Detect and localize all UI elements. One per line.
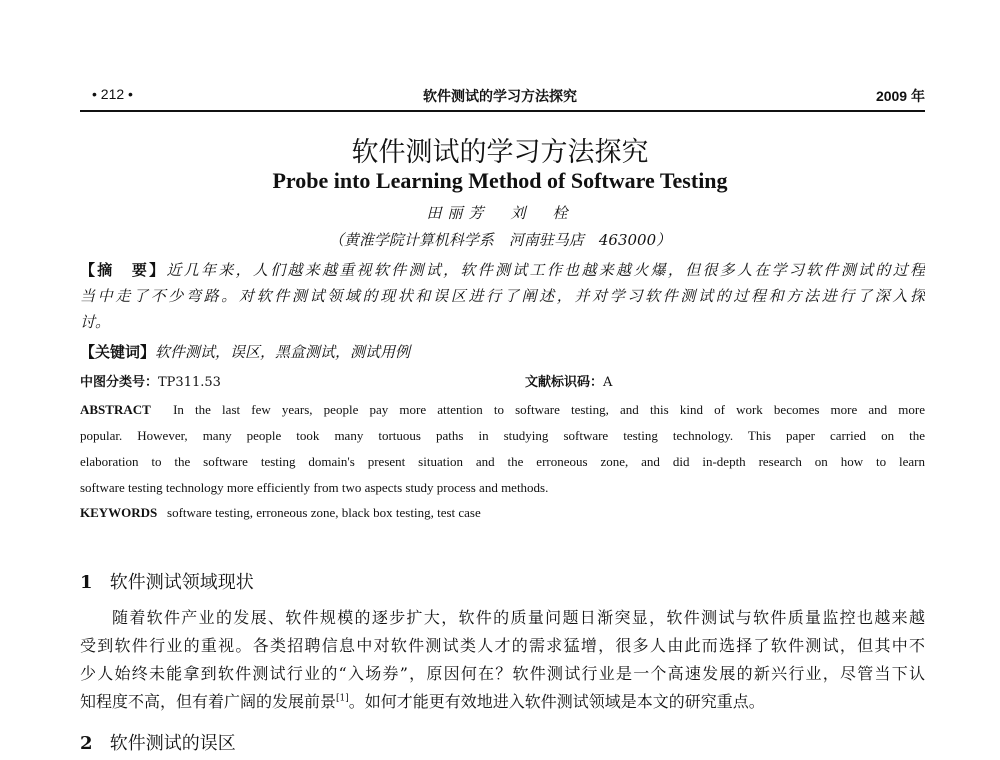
abstract-en-line: software testing technology more efficiently from two aspects study process and methods.: [80, 480, 549, 495]
clc-line: [80, 371, 925, 390]
doc-code-value: A: [603, 375, 613, 390]
keywords-cn-text: 软件测试，误区，黑盒测试，测试用例: [155, 343, 411, 361]
text: 知程度不高，但有着广阔的发展前景: [80, 692, 337, 711]
paragraph-line: [80, 689, 925, 712]
paragraph-line: 少人始终未能拿到软件测试行业的“入场券”，原因何在？软件测试行业是一个高速发展的新兴行业，尽管当下认: [80, 664, 925, 683]
authors: 田丽芳 刘 栓: [426, 204, 574, 222]
text: 。如何才能更有效地进入软件测试领域是本文的研究重点。: [348, 692, 765, 711]
page-number: • 212 •: [92, 86, 133, 102]
english-title: Probe into Learning Method of Software Testing: [272, 168, 728, 193]
keywords-cn-label: 【关键词】: [80, 343, 156, 361]
running-title: 软件测试的学习方法探究: [423, 88, 577, 104]
affiliation: （黄淮学院计算机科学系 河南驻马店 463000）: [328, 231, 672, 249]
paragraph-line: 受到软件行业的重视。各类招聘信息中对软件测试类人才的需求猛增，很多人由此而选择了软件测试，但其中不: [80, 636, 925, 655]
section-title: 软件测试的误区: [109, 733, 236, 754]
section-number: 1: [80, 572, 93, 593]
section-title: 软件测试领域现状: [109, 572, 254, 593]
clc-value: TP311.53: [158, 375, 221, 390]
text: In the last few years, people pay more attention to software testing, and this kind of work becomes more and more: [173, 402, 925, 417]
paragraph-line: 随着软件产业的发展、软件规模的逐步扩大，软件的质量问题日渐突显，软件测试与软件质量监控也越来越: [112, 608, 925, 627]
abstract-en-label: ABSTRACT: [80, 402, 151, 417]
keywords-en-text: software testing, erroneous zone, black box testing, test case: [167, 505, 481, 520]
abstract-cn-label: 【摘 要】: [80, 261, 167, 279]
abstract-cn-line: [80, 259, 925, 280]
text: 近几年来，人们越来越重视软件测试，软件测试工作也越来越火爆，但很多人在学习软件测试的过程: [166, 261, 925, 279]
year: 2009 年: [875, 88, 925, 104]
keywords-en-label: KEYWORDS: [80, 505, 158, 520]
section-number: 2: [80, 733, 93, 754]
section-1-heading: [80, 568, 925, 594]
doc-code-label: 文献标识码：: [525, 375, 604, 390]
abstract-en-line: elaboration to the software testing domain's present situation and the erroneous zone, and did in-depth research on how to learn: [80, 454, 925, 469]
abstract-en-line: [80, 402, 925, 418]
clc-label: 中图分类号：: [80, 375, 159, 390]
abstract-cn-line: 讨。: [80, 313, 111, 331]
header-rule: [80, 110, 925, 112]
citation[interactable]: [1]: [336, 693, 349, 704]
keywords-cn: [80, 341, 925, 362]
abstract-cn-line: 当中走了不少弯路。对软件测试领域的现状和误区进行了阐述，并对学习软件测试的过程和方法进行了深入探: [80, 287, 925, 305]
abstract-en-line: popular. However, many people took many tortuous paths in studying software testing technology. This paper carried on the: [80, 428, 925, 443]
keywords-en: [80, 505, 925, 521]
section-2-heading: [80, 729, 925, 755]
paper-title: 软件测试的学习方法探究: [351, 137, 649, 168]
